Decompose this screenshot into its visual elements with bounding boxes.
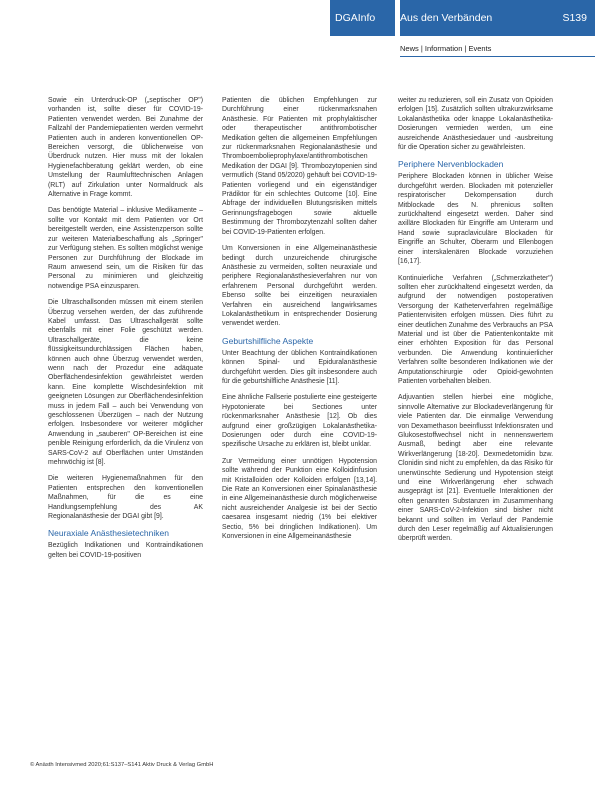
paragraph: Bezüglich Indikationen und Kontraindikationen gelten bei COVID-19-positiven bbox=[48, 542, 203, 559]
page-number: S139 bbox=[562, 12, 587, 24]
paragraph: Periphere Blockaden können in üblicher Weise durchgeführt werden. Blockaden mit potenzieller respiratorischer Dekompensation durch Mitblockade des N. phrenicus sollten zurückhaltend eingesetzt werden. Daher sind axilläre Blockaden für Eingriffe am Unterarm und Hand sowie supraclaviculäre Blockaden für Eingriffe an Schulter, Oberarm und Ellenbogen einer interskalenären Blockade vorzuziehen [16,17]. bbox=[398, 173, 553, 266]
paragraph: Patienten die üblichen Empfehlungen zur Durchführung einer rückenmarksnahen Anästhesie. Für Patienten mit prophylaktischer oder therapeutischer antithrombotischer Medikation gelten die allgemeinen Empfehlungen zur rückenmarksnahen Regionalanästhesie und Thromboembolieprophylaxe/antithrombotischen Medikation der DGAI [9]. Thrombozytopenien sind vermutlich (Stand 05/2020) gehäuft bei COVID-19-Patienten vorliegend und ein eigenständiger Prädiktor für ein schlechtes Outcome [10]. Eine Abfrage der individuellen Blutungsrisiken mittels Gerinnungsfragebogen sowie aktuelle Bestimmung der Thrombozytenzahl sollten daher bei COVID-19-Patienten erfolgen. bbox=[222, 97, 377, 236]
footer-copyright: © Anästh Intensivmed 2020;61:S137–S141 Aktiv Druck & Verlag GmbH bbox=[30, 762, 214, 768]
paragraph: Zur Vermeidung einer unnötigen Hypotension sollte während der Punktion eine Kolloidinfusion mit Kristalloiden oder Kolloiden erfolgen [13,14]. Die Rate an Konversionen einer Spinalanästhesie in eine Allgemeinanästhesie durch möglicherweise nicht ausreichender Analgesie ist bei der Sectio caesarea insgesamt niedrig (1% bei elektiver Sectio, 5% bei dringlichen Indikationen). Um Konversionen in eine Allgemeinanästhesie bbox=[222, 457, 377, 541]
section-heading: Neuraxiale Anästhesietechniken bbox=[48, 528, 169, 539]
paragraph: Das benötigte Material – inklusive Medikamente – sollte vor Kontakt mit dem Patienten vor Ort bereitgestellt werden, eine Assistenzperson sollte zur weiteren Materialbeschaffung als „Springer" zur Verfügung stehen. Es sollten möglichst wenige Personen zur Durchführung der Blockade im Raum anwesend sein, um die Risiken für das Personal zu minimieren und gleichzeitig notwendige PSA einzusparen. bbox=[48, 207, 203, 290]
text-column-1 bbox=[48, 96, 203, 567]
paragraph: Unter Beachtung der üblichen Kontraindikationen können Spinal- und Epiduralanästhesie durchgeführt werden. Dies gilt insbesondere auch für die geburtshilfliche Anästhesie [11]. bbox=[222, 349, 377, 385]
paragraph: Kontinuierliche Verfahren („Schmerzkatheter") sollten eher zurückhaltend eingesetzt werden, da aufgrund der notwendigen postoperativen Versorgung der Katheterverfahren regelmäßige Patientenvisiten erfolgen müssen. Dies führt zu einer deutlichen Zunahme des Verbrauchs an PSA Material und ist über die Patientenkontakte mit einer erhöhten Exposition für das Personal verbunden. Die Anwendung kontinuierlicher Verfahren sollte besonderen Indikationen wie der Amputationschirurgie oder Opioid-gewohnten Patienten vorbehalten bleiben. bbox=[398, 274, 553, 385]
section-heading: Geburtshilfliche Aspekte bbox=[222, 335, 314, 346]
text-column-2 bbox=[222, 96, 377, 548]
section-subnav: News | Information | Events bbox=[400, 44, 492, 53]
paragraph: Um Konversionen in eine Allgemeinanästhesie bedingt durch unzureichende chirurgische Anästhesie zu vermeiden, sollten neuraxiale und periphere Regionalanästhesieverfahren nur von erfahrenem Personal durchgeführt werden. Ebenso sollte bei einzeitigen neuraxialen Verfahren ein ausreichend langwirksames Lokalanästhetikum in entsprechender Dosierung verwendet werden. bbox=[222, 245, 377, 328]
header-rule bbox=[400, 56, 595, 57]
paragraph: weiter zu reduzieren, soll ein Zusatz von Opioiden erfolgen [15]. Zusätzlich sollten ultrakurzwirksame Lokalanästhetika oder knappe Lokalanästhetika-Dosierungen vermieden werden, um eine ausreichende Anästhesiedauer und -ausbreitung für die Operation sicher zu gewährleisten. bbox=[398, 97, 553, 152]
section-title: Aus den Verbänden bbox=[400, 12, 493, 24]
paragraph: Adjuvantien stellen hierbei eine mögliche, sinnvolle Alternative zur Blockadeverlängerung für viele Patienten dar. Die einmalige Verwendung von Dexamethason beeinflusst Infektionsraten und Glukosestoffwechsel nicht in nennenswertem Ausmaß, bedingt aber eine relevante Wirkverlängerung [18-20]. Dexmedetomidin bzw. Clonidin sind nicht zu empfehlen, da das Risiko für unerwünschte Sedierung und Hypotension steigt und eine Wirkverlängerung eher schwach ausgeprägt ist [21]. Eventuelle Interaktionen der often genannten Substanzen im Zusammenhang einer SARS-CoV-2-Infektion sind bisher nicht bekannt und sollten im Verlauf der Pandemie durch den Leser regelmäßig auf Aktualisierungen überprüft werden. bbox=[398, 394, 553, 543]
section-header-bar bbox=[400, 0, 595, 36]
paragraph: Die weiteren Hygienemaßnahmen für den Patienten entsprechen den konventionellen Maßnahmen, für die es eine Handlungsempfehlung des AK Regionalanästhesie der DGAI gibt [9]. bbox=[48, 475, 203, 521]
text-column-3 bbox=[398, 96, 553, 551]
section-heading: Periphere Nervenblockaden bbox=[398, 159, 504, 170]
paragraph: Sowie ein Unterdruck-OP („septischer OP") vorhanden ist, sollte dieser für COVID-19-Patienten verwendet werden. Bei Zunahme der Fallzahl der Pandemiepatienten werden vermehrt Patienten auch in anderen konventionellen OP-Bereichen versorgt, die üblicherweise von Überdruck nutzen. Hier muss mit der lokalen Hygienefachberatung geklärt werden, ob eine Umstellung der Raumlufttechnischen Anlagen (RLT) auf Zirkulation unter Normaldruck als Alternative in Frage kommt. bbox=[48, 97, 203, 199]
journal-name: DGAInfo bbox=[330, 0, 395, 36]
paragraph: Eine ähnliche Fallserie postulierte eine gesteigerte Hypotonierate bei Sectiones unter rückenmarksnaher Anästhesie [12]. Ob dies aufgrund einer großzügigen Lokalanästhetika-Dosierungen oder durch eine COVID-19-spezifische Ursache zu erklären ist, bleibt unklar. bbox=[222, 394, 377, 449]
paragraph: Die Ultraschallsonden müssen mit einem sterilen Überzug versehen werden, der das zuführende Kabel umfasst. Das Ultraschallgerät sollte ebenfalls mit einer Folie geschützt werden. Ultraschallgeräte, die keine flüssigkeitsundurchlässigen Flächen haben, können auch ohne Überzug verwendet werden, wenn nach der Prozedur eine adäquate Oberflächendesinfektion gewährleistet werden kann. Eine komplette Wischdesinfektion mit geeigneten Lösungen zur Oberflächendesinfektion muss in jedem Fall – auch bei Verwendung von geschlossenen Überzügen – nach der Nutzung erfolgen. Insbesondere vor weiterer möglicher Anwendung in „sauberen" OP-Bereichen ist eine penible Reinigung erforderlich, da die Virulenz von SARS-CoV-2 auf Oberflächen unter Umständen mehrwöchig ist [8]. bbox=[48, 299, 203, 467]
